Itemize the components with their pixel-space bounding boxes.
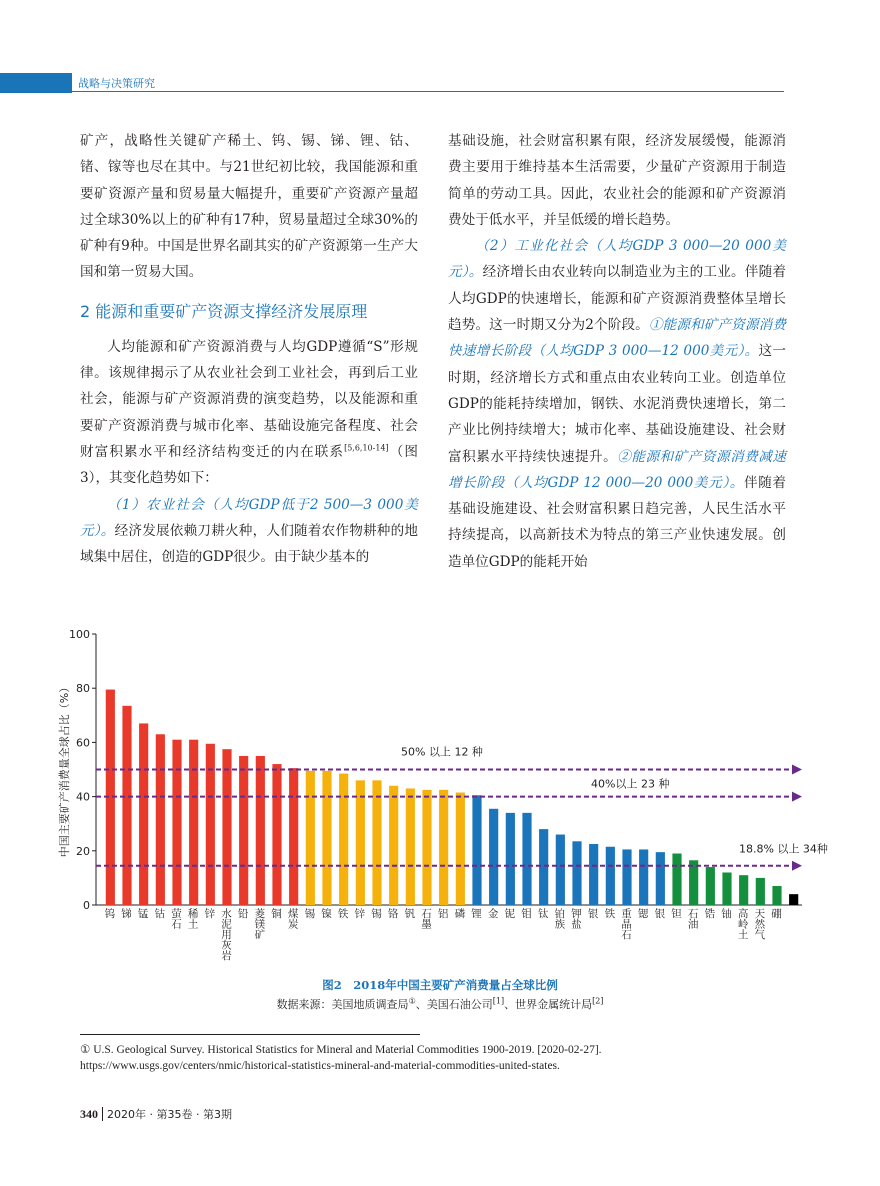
paragraph-text: 人均能源和矿产资源消费与人均GDP遵循“S”形规律。该规律揭示了从农业社会到工业社会，再到后工业社会，能源与矿产资源消费的演变趋势，以及能源和重要矿产资源消费与城市化率、基础设施完备程度、社会财富积累水平和经济结构变迁的内在联系 [80,338,418,460]
x-category-label: 锑 [120,908,132,919]
header-color-block [0,73,72,93]
x-category-label: 锆 [703,908,716,919]
threshold-label: 40%以上 23 种 [591,777,670,791]
bar [572,841,581,905]
paragraph-text: 这一时期，经济增长方式和重点由农业转向工业。创造单位GDP的能耗持续增加，钢铁、水泥消费快速增长，第二产业比例持续增大；城市化率、基础设施建设、社会财富积累水平持续快速提升。 [448,343,787,465]
page-number: 340 [80,1107,103,1121]
bar [239,756,248,905]
paragraph-text: 伴随着基础设施建设、社会财富积累日趋完善，人民生活水平持续提高，以高新技术为特点的第三产业快速发展。创造单位GDP的能耗开始 [448,474,787,570]
citation: [5,6,10-14] [344,443,389,453]
header-rule [72,91,784,92]
figure-source [0,996,880,1012]
y-tick-label: 60 [76,736,90,750]
paragraph [80,334,418,492]
emphasis-text: （1）农业社会（人均GDP低于2 500—3 000美元）。 [80,496,418,539]
bar [489,809,498,905]
footnote-rule [80,1034,420,1035]
right-column [448,128,786,575]
bar [622,849,631,905]
bar [139,723,148,905]
bar [306,771,315,905]
source-text: 数据来源：美国地质调查局 [276,998,409,1011]
x-category-label: 钴 [153,908,166,919]
bar [422,790,431,905]
x-category-label: 锶 [636,908,649,919]
bar [722,872,731,905]
bar [206,744,215,905]
source-text: 、美国石油公司 [415,998,493,1011]
x-category-label: 银 [653,908,666,919]
x-category-label: 磷 [453,908,466,919]
paragraph-text: （图3），其变化趋势如下： [80,443,418,487]
bar [506,813,515,905]
section-heading: 2 能源和重要矿产资源支撑经济发展原理 [80,301,368,321]
footnote-mark: ① [408,996,416,1006]
x-category-label: 高岭土 [736,908,749,940]
x-category-label: 萤石 [170,908,182,929]
left-column [80,128,418,570]
bar [539,829,548,905]
emphasis-text: ②能源和矿产资源消费减速增长阶段（人均GDP 12 000—20 000美元）。 [448,448,787,491]
bar [706,867,715,905]
footnote [80,1042,800,1074]
threshold-label: 50% 以上 12 种 [401,745,483,759]
x-category-label: 水泥用灰岩 [220,908,232,961]
x-category-label: 石油 [686,908,699,929]
x-category-label: 重晶石 [620,908,632,940]
threshold-arrow [792,792,802,802]
paragraph [448,233,786,575]
x-category-label: 钨 [103,908,116,919]
bar [606,847,615,905]
figure-title: 图2 2018年中国主要矿产消费量占全球比例 [322,978,558,992]
x-category-label: 钾盐 [570,908,582,929]
x-category-label: 硼 [770,908,782,919]
x-category-label: 铜 [270,908,282,919]
bar [472,795,481,905]
threshold-label: 18.8% 以上 34种 [739,842,828,856]
source-text: 、世界金属统计局 [504,998,593,1011]
paragraph-text: 经济增长由农业转向以制造业为主的工业。伴随着人均GDP的快速增长，能源和矿产资源消费整体呈增长趋势。这一时期又分为2个阶段。 [448,264,787,334]
threshold-arrow [792,765,802,775]
paragraph [80,492,418,571]
bar [289,768,298,905]
y-tick-label: 20 [76,844,90,858]
paragraph: 基础设施，社会财富积累有限，经济发展缓慢，能源消费主要用于维持基本生活需要，少量矿产资源用于制造简单的劳动工具。因此，农业社会的能源和矿产资源消费处于低水平，并呈低缓的增长趋势。 [448,133,786,228]
bar [756,878,765,905]
bar [589,844,598,905]
footnote-text: U.S. Geological Survey. Historical Statistics for Mineral and Material Commodities 1900-2019. [2020-02-27]. https://www.usgs.gov/centers/nmic/historical-statistics-mineral-and-material-commodities-united-states. [80,1044,602,1072]
x-category-label: 锰 [136,908,149,919]
bar [772,886,781,905]
page-footer [80,1106,232,1122]
y-tick-label: 80 [76,682,90,696]
x-category-label: 稀土 [186,908,199,929]
x-category-label: 钼 [520,908,532,919]
bar [439,790,448,905]
bar [739,875,748,905]
x-category-label: 石墨 [420,908,432,929]
footnote-mark: ① [80,1044,91,1056]
bar [372,780,381,905]
x-category-label: 铌 [503,908,516,919]
bar [356,780,365,905]
bar [389,786,398,905]
bar [789,894,798,905]
bar [189,740,198,905]
x-category-label: 天然气 [753,908,766,940]
x-category-label: 锡 [303,908,316,919]
y-tick-label: 40 [76,790,90,804]
bar [406,788,415,905]
running-header [0,73,880,93]
citation: [2] [592,996,604,1006]
x-category-label: 铬 [386,908,399,919]
paragraph-text: 经济发展依赖刀耕火种，人们随着农作物耕种的地域集中居住，创造的GDP很少。由于缺少基本的 [80,522,419,566]
x-category-label: 煤炭 [286,908,299,929]
x-category-label: 金 [486,908,499,919]
bar [122,706,131,905]
issue-info: 2020年 · 第35卷 · 第3期 [107,1108,232,1121]
x-category-label: 钛 [536,908,549,919]
x-category-label: 银 [586,908,599,919]
x-category-label: 锂 [470,908,482,919]
x-category-label: 钒 [403,908,416,919]
bar [656,852,665,905]
threshold-arrow [792,861,802,871]
y-tick-label: 0 [83,899,90,912]
bar [672,854,681,905]
paragraph: 矿产，战略性关键矿产稀土、钨、锡、锑、锂、钴、锗、镓等也尽在其中。与21世纪初比较，我国能源和重要矿资源产量和贸易量大幅提升，重要矿产资源产量超过全球30%以上的矿种有17种，贸易量超过全球30%的矿种有9种。中国是世界名副其实的矿产资源第一生产大国和第一贸易大国。 [80,133,418,281]
x-category-label: 镍 [320,908,332,919]
bar [556,835,565,905]
x-category-label: 菱镁矿 [253,908,266,940]
emphasis-text: ①能源和矿产资源消费快速增长阶段（人均GDP 3 000—12 000美元）。 [448,317,787,360]
x-category-label: 铝 [436,908,449,919]
bar [256,756,265,905]
x-category-label: 锌 [353,908,366,919]
citation: [1] [492,996,505,1006]
bar [639,849,648,905]
bar [222,749,231,905]
bar [522,813,531,905]
x-category-label: 铁 [336,908,349,919]
bar [689,860,698,905]
x-category-label: 锡 [370,908,382,919]
bar [172,740,181,905]
x-category-label: 铁 [603,908,616,919]
y-axis-label: 中国主要矿产消费量全球占比（%） [58,681,71,858]
bar [156,734,165,905]
bar [456,793,465,905]
y-tick-label: 100 [69,628,90,641]
x-category-label: 钽 [670,908,682,919]
x-category-label: 铀 [720,908,732,919]
bar [339,774,348,905]
x-category-label: 锌 [203,908,216,919]
x-category-label: 铂族 [553,908,566,929]
bar [322,771,331,905]
bar [272,764,281,905]
journal-section-title: 战略与决策研究 [78,77,155,90]
x-category-label: 铅 [236,908,249,919]
bar-chart [56,625,828,970]
emphasis-text: （2）工业化社会（人均GDP 3 000—20 000美元）。 [448,238,786,281]
